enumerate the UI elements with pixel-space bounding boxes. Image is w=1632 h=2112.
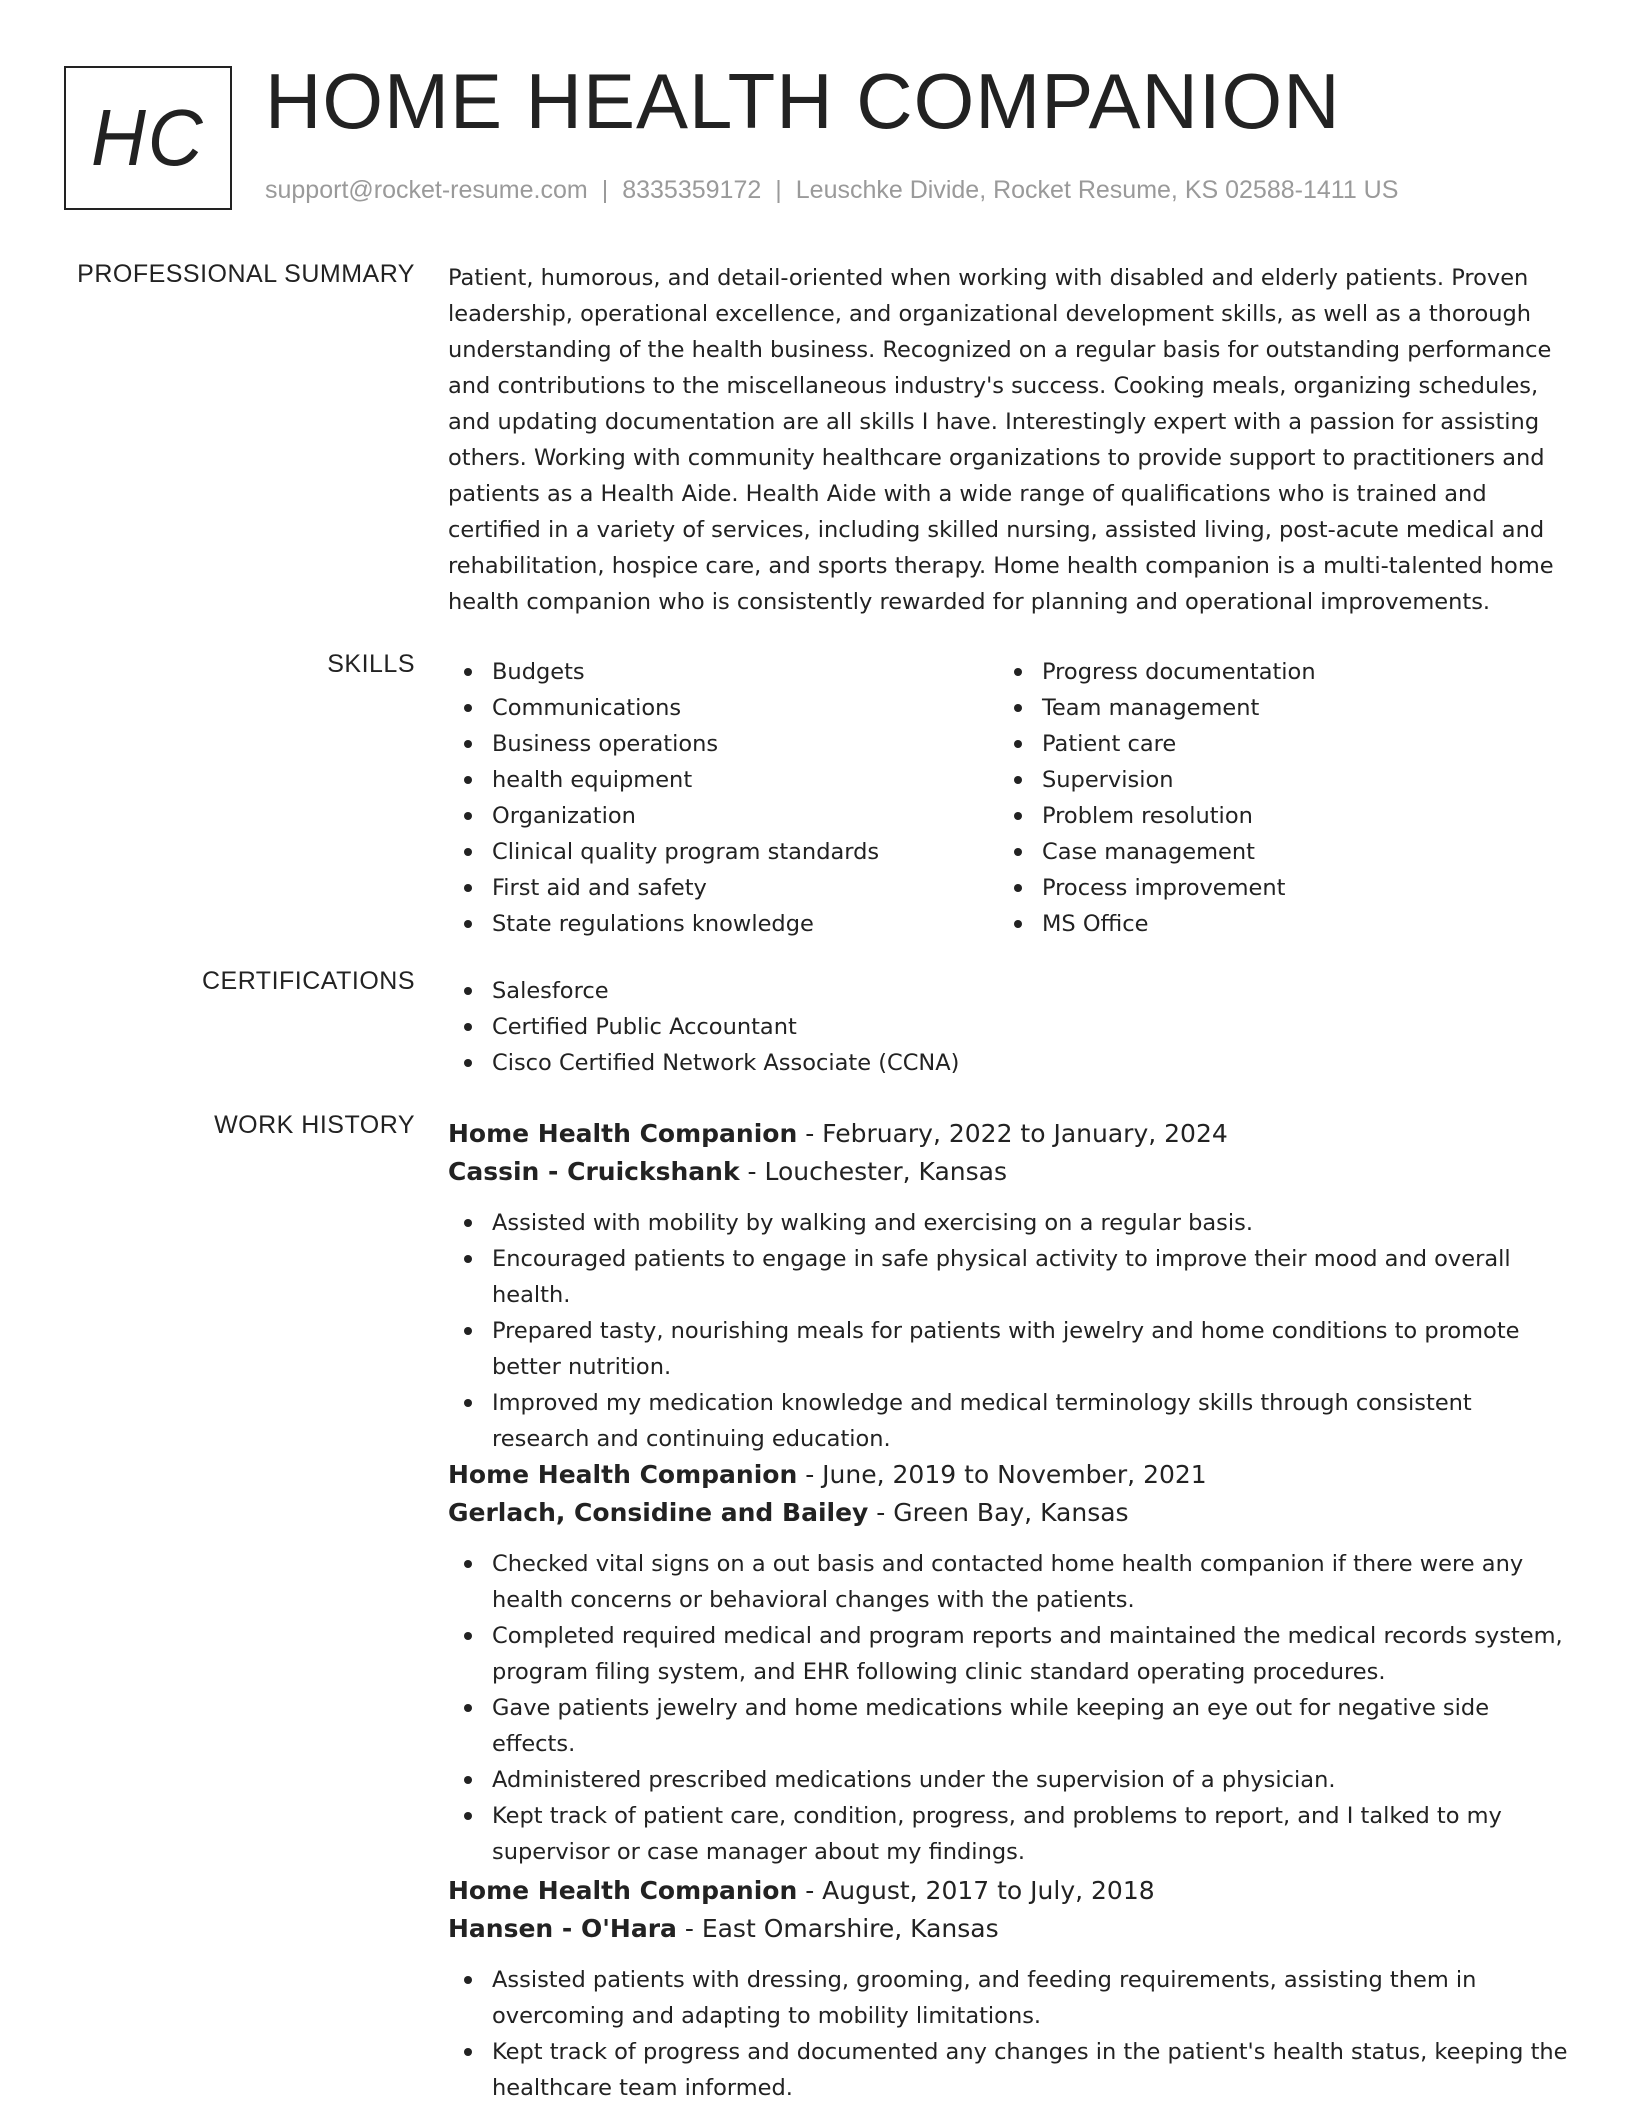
skill-item: First aid and safety xyxy=(448,870,998,906)
job-bullet: Completed required medical and program reports and maintained the medical records system, program filing system, and EHR following clinic standard operating procedures. xyxy=(448,1618,1568,1690)
summary-text: Patient, humorous, and detail-oriented when working with disabled and elderly patients. Proven leadership, operational excellence, and organizational development skills, as well as a thorough understanding of the health business. Recognized on a regular basis for outstanding performance and contributions to the miscellaneous industry's success. Cooking meals, organizing schedules, and updating documentation are all skills I have. Interestingly expert with a passion for assisting others. Working with community healthcare organizations to provide support to practitioners and patients as a Health Aide. Health Aide with a wide range of qualifications who is trained and certified in a variety of services, including skilled nursing, assisted living, post-acute medical and rehabilitation, hospice care, and sports therapy. Home health companion is a multi-talented home health companion who is consistently rewarded for planning and operational improvements. xyxy=(448,265,1554,615)
job-company: Hansen - O'Hara xyxy=(448,1914,677,1943)
candidate-name: HOME HEALTH COMPANION xyxy=(265,57,1341,145)
skills-section-title: SKILLS xyxy=(327,650,415,678)
job-bullet: Checked vital signs on a out basis and contacted home health companion if there were any health concerns or behavioral changes with the patients. xyxy=(448,1546,1568,1618)
certifications-list xyxy=(448,973,1568,1081)
skill-item: health equipment xyxy=(448,762,998,798)
job-company: Cassin - Cruickshank xyxy=(448,1157,740,1186)
skill-item: Supervision xyxy=(998,762,1548,798)
skills-column-right xyxy=(998,654,1548,942)
certification-item: Cisco Certified Network Associate (CCNA) xyxy=(448,1045,1568,1081)
job-title-line xyxy=(448,1872,1568,1910)
skill-item: Organization xyxy=(448,798,998,834)
job-title-line xyxy=(448,1115,1568,1153)
contact-line xyxy=(265,176,1398,205)
job-dates: - February, 2022 to January, 2024 xyxy=(797,1119,1228,1148)
job-entry xyxy=(448,1115,1568,1457)
job-location: - Louchester, Kansas xyxy=(739,1157,1007,1186)
job-title-line xyxy=(448,1456,1568,1494)
job-location: - East Omarshire, Kansas xyxy=(676,1914,999,1943)
skill-item: Clinical quality program standards xyxy=(448,834,998,870)
skill-item: Process improvement xyxy=(998,870,1548,906)
job-dates: - August, 2017 to July, 2018 xyxy=(797,1876,1155,1905)
skill-item: Progress documentation xyxy=(998,654,1548,690)
job-bullet: Kept track of patient care, condition, progress, and problems to report, and I talked to my supervisor or case manager about my findings. xyxy=(448,1798,1568,1870)
skill-item: Business operations xyxy=(448,726,998,762)
job-bullet: Improved my medication knowledge and medical terminology skills through consistent research and continuing education. xyxy=(448,1385,1568,1457)
skill-item: Patient care xyxy=(998,726,1548,762)
skill-item: State regulations knowledge xyxy=(448,906,998,942)
monogram-box xyxy=(64,66,232,210)
job-bullet: Prepared tasty, nourishing meals for patients with jewelry and home conditions to promote better nutrition. xyxy=(448,1313,1568,1385)
contact-email: support@rocket-resume.com xyxy=(265,176,588,204)
job-bullet: Assisted patients with dressing, grooming, and feeding requirements, assisting them in overcoming and adapting to mobility limitations. xyxy=(448,1962,1568,2034)
job-title: Home Health Companion xyxy=(448,1119,798,1148)
skill-item: Budgets xyxy=(448,654,998,690)
certifications-section-title: CERTIFICATIONS xyxy=(201,967,415,995)
contact-address: Leuschke Divide, Rocket Resume, KS 02588-1411 US xyxy=(795,176,1399,204)
job-company-line xyxy=(448,1494,1568,1532)
job-entry xyxy=(448,1456,1568,1870)
job-company: Gerlach, Considine and Bailey xyxy=(448,1498,869,1527)
job-title: Home Health Companion xyxy=(448,1460,798,1489)
job-title: Home Health Companion xyxy=(448,1876,798,1905)
job-dates: - June, 2019 to November, 2021 xyxy=(797,1460,1207,1489)
contact-separator: | xyxy=(775,176,782,204)
monogram-initials: HC xyxy=(91,93,205,182)
skill-item: Case management xyxy=(998,834,1548,870)
work-section-title: WORK HISTORY xyxy=(214,1111,415,1139)
job-company-line xyxy=(448,1910,1568,1948)
certification-item: Certified Public Accountant xyxy=(448,1009,1568,1045)
job-bullet: Encouraged patients to engage in safe physical activity to improve their mood and overall health. xyxy=(448,1241,1568,1313)
skill-item: Communications xyxy=(448,690,998,726)
skills-column-left xyxy=(448,654,998,942)
job-company-line xyxy=(448,1153,1568,1191)
contact-separator: | xyxy=(601,176,609,204)
job-bullet: Assisted with mobility by walking and exercising on a regular basis. xyxy=(448,1205,1568,1241)
job-bullet: Administered prescribed medications under the supervision of a physician. xyxy=(448,1762,1568,1798)
job-location: - Green Bay, Kansas xyxy=(868,1498,1129,1527)
contact-phone: 8335359172 xyxy=(622,176,762,204)
skill-item: Team management xyxy=(998,690,1548,726)
skill-item: MS Office xyxy=(998,906,1548,942)
summary-section-title: PROFESSIONAL SUMMARY xyxy=(77,260,415,288)
skills-list xyxy=(448,654,1568,942)
job-bullet: Gave patients jewelry and home medications while keeping an eye out for negative side effects. xyxy=(448,1690,1568,1762)
certification-item: Salesforce xyxy=(448,973,1568,1009)
job-bullet: Kept track of progress and documented any changes in the patient's health status, keeping the healthcare team informed. xyxy=(448,2034,1568,2106)
skill-item: Problem resolution xyxy=(998,798,1548,834)
job-entry xyxy=(448,1872,1568,2106)
